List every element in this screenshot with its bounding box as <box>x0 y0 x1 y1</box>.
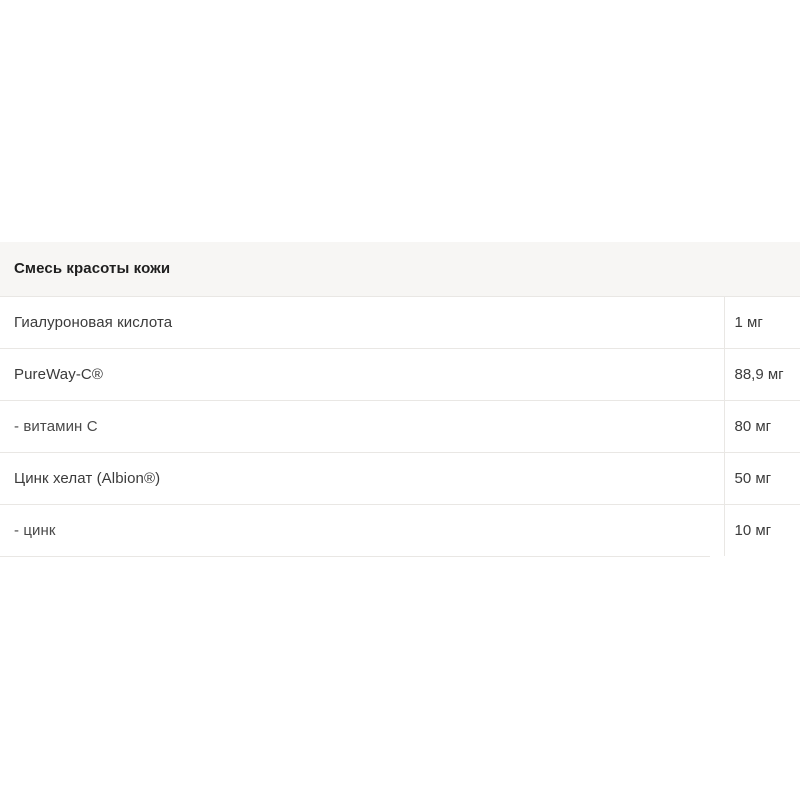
ingredient-name: - цинк <box>14 521 56 539</box>
ingredient-amount: 1 мг <box>724 296 800 348</box>
ingredient-name: Цинк хелат (Albion®) <box>14 469 161 487</box>
ingredient-name: Гиалуроновая кислота <box>14 313 173 331</box>
table-row <box>0 504 800 556</box>
blend-title: Смесь красоты кожи <box>14 260 171 278</box>
blend-title-amount <box>724 242 800 296</box>
ingredient-name: - витамин C <box>14 417 98 435</box>
ingredient-name: PureWay-C® <box>14 365 104 383</box>
table-row <box>0 348 800 400</box>
ingredient-amount: 10 мг <box>724 504 800 556</box>
ingredient-amount: 50 мг <box>724 452 800 504</box>
ingredient-table-body <box>0 242 800 556</box>
table-row <box>0 452 800 504</box>
table-row <box>0 400 800 452</box>
table-row <box>0 296 800 348</box>
ingredient-amount: 88,9 мг <box>724 348 800 400</box>
ingredient-amount: 80 мг <box>724 400 800 452</box>
ingredient-table <box>0 242 800 556</box>
table-bottom-divider <box>0 556 710 557</box>
table-header-row <box>0 242 800 296</box>
